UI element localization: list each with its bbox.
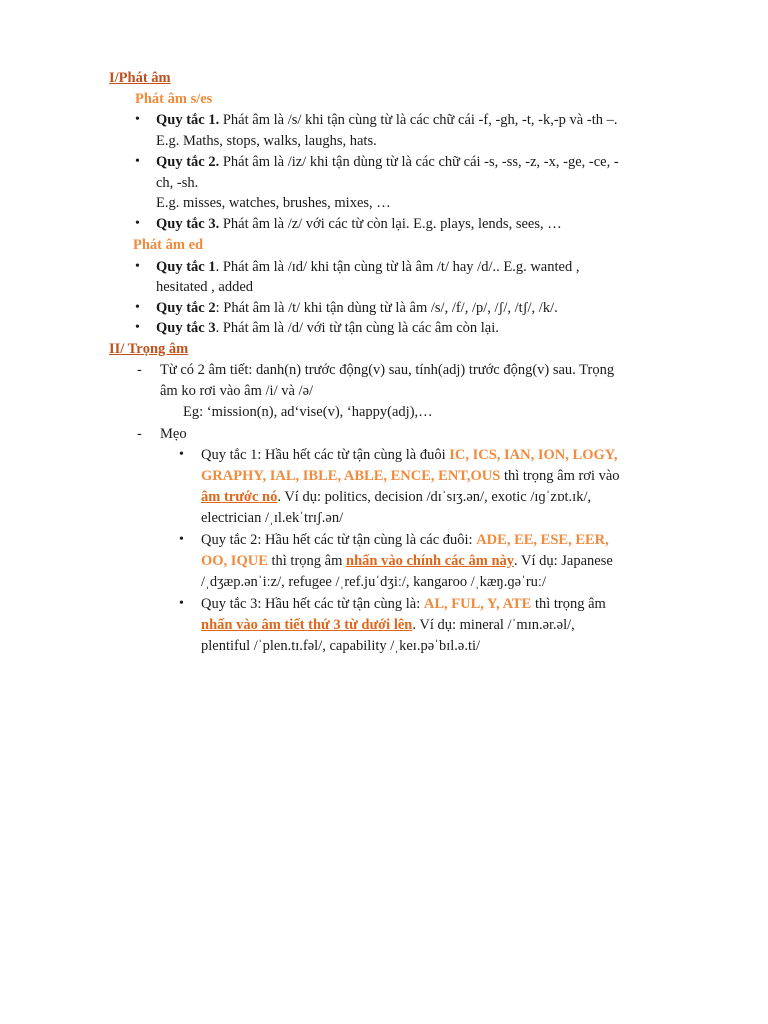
tip-text: . Ví dụ: Japanese	[514, 553, 613, 569]
tip-text: . Ví dụ: politics, decision /dɪˈsɪʒ.ən/, exotic /ɪɡˈzɒt.ɪk/,	[277, 489, 592, 505]
rule-label: Quy tắc 2	[156, 300, 216, 316]
rule-text: Phát âm là /z/ với các từ còn lại. E.g. plays, lends, sees, …	[219, 216, 562, 232]
tip-text: Quy tắc 1: Hầu hết các từ tận cùng là đuôi	[201, 447, 450, 463]
tip-3-line-3: plentiful /ˈplen.tɪ.fəl/, capability /ˌkeɪ.pəˈbɪl.ə.ti/	[201, 638, 481, 654]
rule-ses-2	[156, 152, 619, 172]
rule-ses-2-cont: ch, -sh.	[156, 175, 199, 191]
tip-text: thì trọng âm	[267, 553, 347, 569]
rule-label: Quy tắc 2.	[156, 154, 220, 170]
tip-1-line-4: electrician /ˌɪl.ekˈtrɪʃ.ən/	[201, 510, 344, 526]
tip-1-line-3	[201, 487, 591, 507]
bullet: •	[135, 154, 140, 169]
rule-ed-1-cont: hesitated , added	[156, 279, 254, 295]
rule-text: : Phát âm là /t/ khi tận dùng từ là âm /s/, /f/, /p/, /ʃ/, /tʃ/, /k/.	[215, 300, 558, 316]
rule-ses-2-example: E.g. misses, watches, brushes, mixes, …	[156, 195, 391, 211]
bullet: •	[135, 320, 140, 335]
rule-ed-3	[156, 318, 499, 338]
tip-1-line-2	[201, 466, 620, 486]
tip-text: Quy tắc 3: Hầu hết các từ tận cùng là:	[201, 596, 424, 612]
bullet: •	[135, 300, 140, 315]
suffix-highlight: IC, ICS, IAN, ION, LOGY,	[449, 447, 618, 463]
tip-text: thì trọng âm rơi vào	[500, 468, 620, 484]
subheading-ed: Phát âm ed	[133, 237, 204, 253]
bullet: •	[179, 532, 184, 547]
stress-two-syllable-cont: âm ko rơi vào âm /i/ và /ə/	[160, 383, 314, 399]
suffix-highlight: OO, IQUE	[201, 553, 268, 569]
suffix-highlight: AL, FUL, Y, ATE	[423, 596, 532, 612]
tip-1-line-1	[201, 445, 618, 465]
rule-ed-1	[156, 257, 579, 277]
bullet: •	[135, 259, 140, 274]
bullet: •	[135, 112, 140, 127]
tip-text: Quy tắc 2: Hầu hết các từ tận cùng là các đuôi:	[201, 532, 477, 548]
tip-text: . Ví dụ: mineral /ˈmɪn.ər.əl/,	[412, 617, 575, 633]
suffix-highlight: ADE, EE, ESE, EER,	[476, 532, 609, 548]
rule-text: Phát âm là /iz/ khi tận dùng từ là các chữ cái -s, -ss, -z, -x, -ge, -ce, -	[219, 154, 619, 170]
tip-text: thì trọng âm	[531, 596, 606, 612]
stress-rule-highlight: nhấn vào âm tiết thứ 3 từ dưới lên	[201, 617, 413, 633]
bullet: •	[179, 596, 184, 611]
stress-rule-highlight: nhấn vào chính các âm này	[346, 553, 515, 569]
rule-label: Quy tắc 3.	[156, 216, 220, 232]
rule-ses-1	[156, 110, 617, 130]
subheading-ses: Phát âm s/es	[135, 91, 213, 107]
rule-text: . Phát âm là /ɪd/ khi tận cùng từ là âm /t/ hay /d/.. E.g. wanted ,	[215, 259, 580, 275]
tip-3-line-2	[201, 615, 575, 635]
tip-2-line-3: /ˌdʒæp.ənˈiːz/, refugee /ˌref.juˈdʒiː/, kangaroo /ˌkæŋ.ɡəˈruː/	[201, 574, 546, 590]
rule-ed-2	[156, 298, 558, 318]
rule-ses-3	[156, 214, 562, 234]
tips-heading: Mẹo	[160, 426, 187, 442]
rule-label: Quy tắc 1	[156, 259, 216, 275]
bullet: •	[135, 216, 140, 231]
section-title-stress: II/ Trọng âm	[109, 341, 189, 357]
bullet: •	[179, 447, 184, 462]
stress-rule-highlight: âm trước nó	[201, 489, 278, 505]
rule-text: . Phát âm là /d/ với từ tận cùng là các âm còn lại.	[215, 320, 499, 336]
dash: -	[137, 362, 142, 378]
section-title-pronunciation: I/Phát âm	[109, 70, 171, 86]
tip-2-line-1	[201, 530, 609, 550]
tip-3-line-1	[201, 594, 606, 614]
dash: -	[137, 426, 142, 442]
stress-example: Eg: ‘mission(n), ad‘vise(v), ‘happy(adj),…	[183, 404, 433, 420]
rule-text: Phát âm là /s/ khi tận cùng từ là các chữ cái -f, -gh, -t, -k,-p và -th –.	[219, 112, 618, 128]
tip-2-line-2	[201, 551, 613, 571]
rule-label: Quy tắc 3	[156, 320, 216, 336]
rule-label: Quy tắc 1.	[156, 112, 220, 128]
stress-two-syllable: Từ có 2 âm tiết: danh(n) trước động(v) sau, tính(adj) trước động(v) sau. Trọng	[160, 362, 615, 378]
rule-ses-1-example: E.g. Maths, stops, walks, laughs, hats.	[156, 133, 377, 149]
suffix-highlight: GRAPHY, IAL, IBLE, ABLE, ENCE, ENT,OUS	[201, 468, 501, 484]
